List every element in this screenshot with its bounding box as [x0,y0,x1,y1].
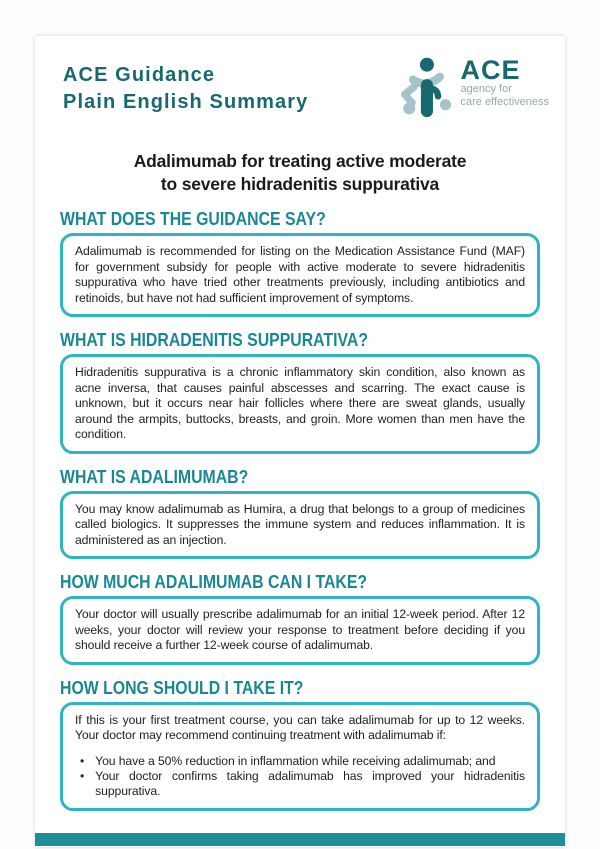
info-box [60,702,540,811]
info-box-text: You may know adalimumab as Humira, a drug that belongs to a group of medicines called biologics. It suppresses the immune system and reduces inflammation. It is administered as an injection. [75,501,525,547]
document-page [35,36,565,847]
info-box-text: Your doctor will usually prescribe adalimumab for an initial 12-week period. After 12 weeks, your doctor will review your response to treatment before deciding if you should receive a further 12-week course of adalimumab. [75,607,525,652]
section-heading [60,572,540,592]
info-box-text: Adalimumab is recommended for listing on the Medication Assistance Fund (MAF) for government subsidy for people with active moderate to severe hidradenitis suppurativa who have tried other treatments previously, including antibiotics and retinoids, but have not had sufficient improvement of symptoms. [75,244,525,305]
info-box [60,596,540,665]
info-box [60,354,540,454]
section-how-long [60,678,540,811]
doc-title [45,150,555,196]
doc-header [35,36,565,126]
header-title-line-2: Plain English Summary [63,91,309,113]
section-heading-text: HOW MUCH ADALIMUMAB CAN I TAKE? [60,572,368,592]
section-how-much [60,572,540,665]
info-box [60,491,540,560]
logo-tagline-2: care effectiveness [460,96,549,108]
section-heading [60,678,540,698]
section-heading-text: WHAT IS ADALIMUMAB? [60,466,249,487]
section-heading [60,467,540,487]
section-what-is-hs [60,330,540,454]
bullet-text: You have a 50% reduction in inflammation while receiving adalimumab; and [95,753,496,768]
ace-logo [400,56,549,118]
section-heading-text: HOW LONG SHOULD I TAKE IT? [60,677,304,698]
logo-wordmark [461,56,549,109]
bullet-item [75,769,525,800]
bullet-text: Your doctor confirms taking adalimumab has improved your hidradenitis suppurativa. [95,768,525,799]
ace-person-icon [400,56,452,118]
info-box [60,233,540,317]
bullet-marker: • [80,768,85,783]
doc-title-line-2: to severe hidradenitis suppurativa [160,174,440,194]
bullet-marker: • [80,753,85,768]
logo-tagline-1: agency for [460,83,512,95]
header-title-line-1: ACE Guidance [63,64,216,86]
section-heading [60,330,540,350]
section-what-is-adalimumab [60,467,540,560]
section-guidance [60,209,540,317]
footer-bar [35,833,565,846]
doc-content [35,209,565,811]
info-box-text: If this is your first treatment course, you can take adalimumab for up to 12 weeks. Your doctor may recommend continuing treatment with adalimumab if: [75,712,525,742]
section-heading-text: WHAT IS HIDRADENITIS SUPPURATIVA? [60,330,368,350]
bullet-list [75,754,525,800]
info-box-text: Hidradenitis suppurativa is a chronic inflammatory skin condition, also known as acne inversa, that causes painful abscesses and scarring. The exact cause is unknown, but it occurs near hair follicles where there are sweat glands, usually around the armpits, buttocks, breasts, and groin. More women than men have the condition. [75,365,525,441]
logo-ace-text: ACE [460,55,521,85]
doc-title-line-1: Adalimumab for treating active moderate [133,151,467,171]
bullet-item [75,754,525,769]
section-heading [60,209,540,229]
section-heading-text: WHAT DOES THE GUIDANCE SAY? [60,209,326,229]
